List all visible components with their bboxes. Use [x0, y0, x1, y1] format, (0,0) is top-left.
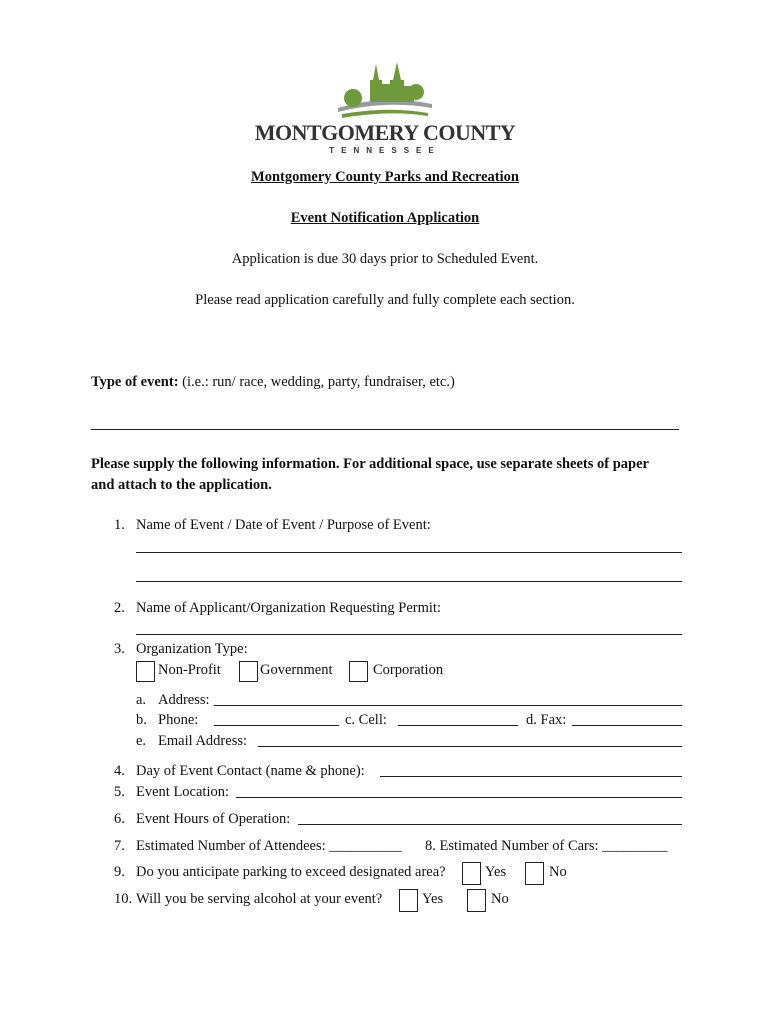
q8-label[interactable]: 8. Estimated Number of Cars: _________: [425, 838, 668, 854]
org-title: Montgomery County Parks and Recreation: [251, 169, 519, 185]
address-field[interactable]: [214, 705, 682, 706]
email-letter: e.: [136, 733, 147, 749]
q2-number: 2.: [114, 600, 125, 616]
nonprofit-checkbox[interactable]: [136, 661, 155, 682]
fax-label: d. Fax:: [526, 712, 567, 728]
q5-label: Event Location:: [136, 784, 230, 800]
event-type-label: Type of event:: [91, 374, 179, 390]
q1-field-line2[interactable]: [136, 581, 682, 582]
cell-label: c. Cell:: [345, 712, 387, 728]
q2-label: Name of Applicant/Organization Requesting Permit:: [136, 600, 441, 616]
q3-number: 3.: [114, 641, 125, 657]
address-label: Address:: [158, 692, 210, 708]
page-title: Event Notification Application: [290, 210, 480, 226]
cell-field[interactable]: [398, 725, 518, 726]
fax-field[interactable]: [572, 725, 682, 726]
event-type-field[interactable]: [91, 429, 679, 430]
government-checkbox[interactable]: [239, 661, 258, 682]
instructions: Please read application carefully and fully complete each section.: [195, 292, 575, 308]
q9-yes-label: Yes: [485, 864, 507, 880]
q7-label[interactable]: Estimated Number of Attendees: __________: [136, 838, 402, 854]
q9-yes-checkbox[interactable]: [462, 862, 481, 885]
logo-state: TENNESSEE: [329, 146, 441, 155]
location-field[interactable]: [236, 797, 682, 798]
corporation-label: Corporation: [373, 662, 444, 678]
nonprofit-label: Non-Profit: [158, 662, 221, 678]
supply-note-line2: and attach to the application.: [91, 477, 272, 493]
q9-number: 9.: [114, 864, 125, 880]
logo-name: MONTGOMERY COUNTY: [254, 120, 516, 145]
phone-letter: b.: [136, 712, 147, 728]
supply-note-line1: Please supply the following information. For additional space, use separate sheets of paper: [91, 456, 649, 472]
q9-no-checkbox[interactable]: [525, 862, 544, 885]
q10-label: Will you be serving alcohol at your event?: [136, 891, 383, 907]
county-logo: [250, 58, 520, 158]
address-letter: a.: [136, 692, 147, 708]
q3-label: Organization Type:: [136, 641, 248, 657]
event-type-row: [91, 374, 455, 391]
q10-yes-checkbox[interactable]: [399, 889, 418, 912]
contact-field[interactable]: [380, 776, 682, 777]
county-skyline-icon: [250, 58, 520, 123]
due-notice: Application is due 30 days prior to Scheduled Event.: [231, 251, 539, 267]
phone-field[interactable]: [214, 725, 339, 726]
q1-label: Name of Event / Date of Event / Purpose of Event:: [136, 517, 431, 533]
corporation-checkbox[interactable]: [349, 661, 368, 682]
q10-yes-label: Yes: [422, 891, 444, 907]
email-label: Email Address:: [158, 733, 248, 749]
q9-label: Do you anticipate parking to exceed designated area?: [136, 864, 446, 880]
q6-label: Event Hours of Operation:: [136, 811, 291, 827]
q7-number: 7.: [114, 838, 125, 854]
q10-no-label: No: [491, 891, 509, 907]
q4-number: 4.: [114, 763, 125, 779]
q1-field-line1[interactable]: [136, 552, 682, 553]
q10-number: 10.: [114, 891, 133, 907]
email-field[interactable]: [258, 746, 682, 747]
q9-no-label: No: [549, 864, 567, 880]
hours-field[interactable]: [298, 824, 682, 825]
q6-number: 6.: [114, 811, 125, 827]
q4-label: Day of Event Contact (name & phone):: [136, 763, 365, 779]
q10-no-checkbox[interactable]: [467, 889, 486, 912]
event-type-hint: (i.e.: run/ race, wedding, party, fundraiser, etc.): [182, 374, 455, 390]
q1-number: 1.: [114, 517, 125, 533]
government-label: Government: [260, 662, 333, 678]
q2-field[interactable]: [136, 634, 682, 635]
phone-label: Phone:: [158, 712, 199, 728]
q5-number: 5.: [114, 784, 125, 800]
